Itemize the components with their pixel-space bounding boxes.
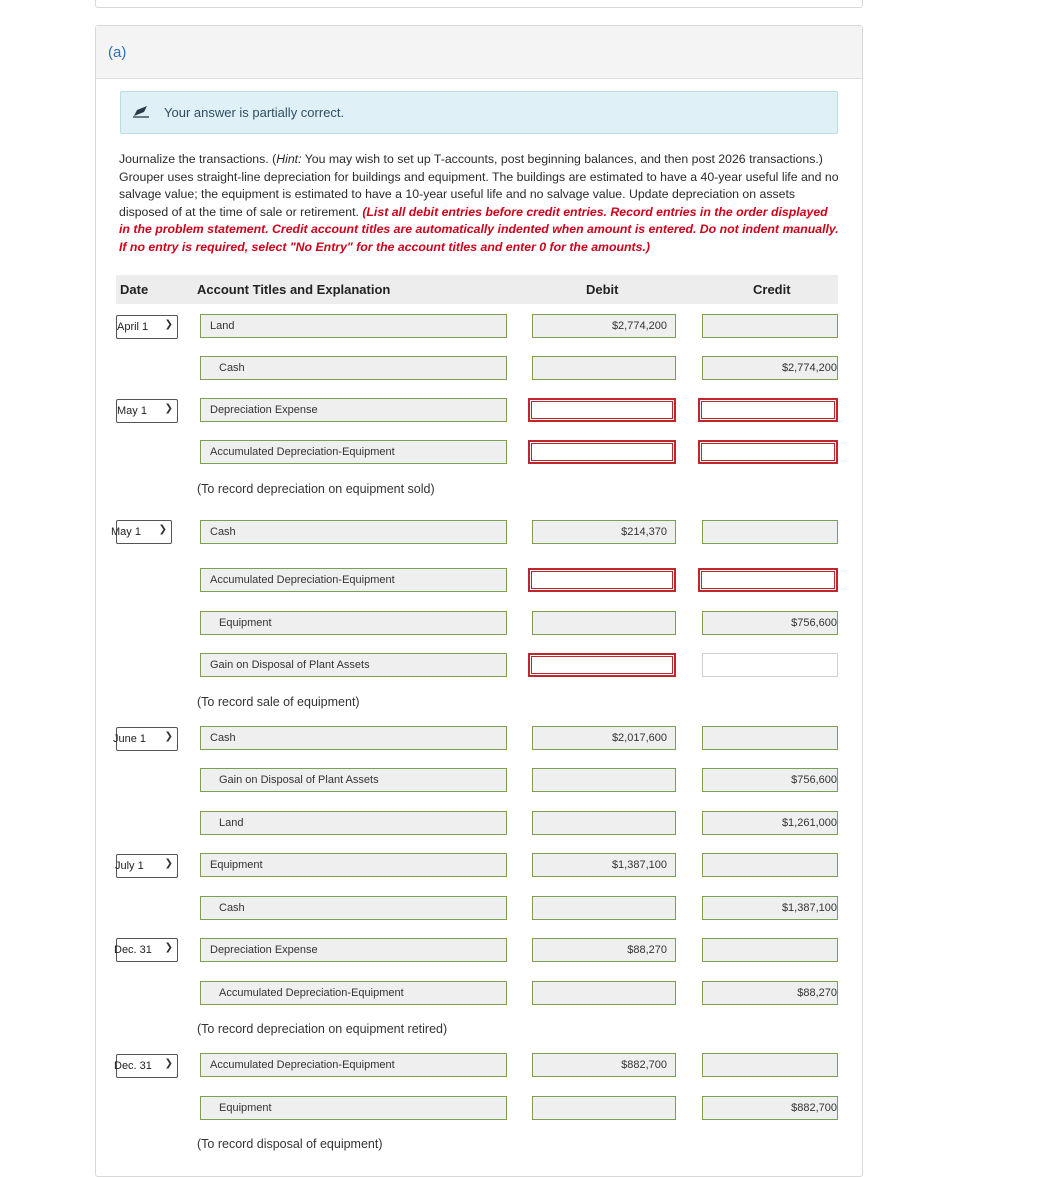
account-title-input[interactable]: Accumulated Depreciation-Equipment: [200, 1053, 507, 1077]
date-value: May 1: [111, 526, 141, 538]
account-title-input[interactable]: Cash: [200, 726, 507, 750]
debit-input[interactable]: $88,270: [532, 938, 676, 962]
account-title-input[interactable]: Land: [200, 811, 507, 835]
account-title-input[interactable]: Equipment: [200, 853, 507, 877]
date-select[interactable]: [111, 520, 172, 544]
credit-input[interactable]: [702, 653, 838, 677]
account-title-input[interactable]: Gain on Disposal of Plant Assets: [200, 768, 507, 792]
chevron-down-icon: ❯: [164, 1058, 173, 1069]
credit-input[interactable]: $756,600: [702, 768, 838, 792]
header-credit: Credit: [753, 282, 791, 297]
debit-input[interactable]: [528, 568, 676, 592]
date-value: May 1: [117, 405, 147, 417]
date-select[interactable]: [113, 727, 178, 751]
credit-input[interactable]: $1,261,000: [702, 811, 838, 835]
chevron-down-icon: ❯: [158, 524, 167, 535]
chevron-down-icon: ❯: [164, 403, 173, 414]
account-title-input[interactable]: Depreciation Expense: [200, 938, 507, 962]
part-label: (a): [108, 44, 127, 61]
debit-input[interactable]: [532, 981, 676, 1005]
credit-input[interactable]: $882,700: [702, 1096, 838, 1120]
account-title-input[interactable]: Accumulated Depreciation-Equipment: [200, 440, 507, 464]
credit-input[interactable]: [702, 853, 838, 877]
debit-input[interactable]: $2,774,200: [532, 314, 676, 338]
chevron-down-icon: ❯: [164, 731, 173, 742]
account-title-input[interactable]: Depreciation Expense: [200, 398, 507, 422]
debit-input[interactable]: [532, 1096, 676, 1120]
account-title-input[interactable]: Equipment: [200, 611, 507, 635]
credit-input[interactable]: $1,387,100: [702, 896, 838, 920]
credit-input[interactable]: [702, 938, 838, 962]
date-value: June 1: [113, 733, 147, 745]
date-select[interactable]: [116, 399, 178, 423]
instructions-text-2: You may wish to set up T-accounts, post beginning balances, and then post 2026 transactions.) Grouper uses straight-line depreciation for buildings and equipment. The buildings are estimated to have a 40-year useful life and no salvage value; the equipment is estimated to have a 10-year useful life and no salvage value. Update depreciation on assets disposed of at the time of sale or retirement.: [119, 152, 839, 219]
instructions-red-note: (List all debit entries before credit entries. Record entries in the order displayed in the problem statement. Credit account titles are automatically indented when amount is entered. Do not indent manually. If no entry is required, select "No Entry" for the account titles and enter 0 for the amounts.): [119, 204, 839, 254]
credit-input[interactable]: $88,270: [702, 981, 838, 1005]
entry-explanation: (To record depreciation on equipment sold): [197, 482, 435, 496]
debit-input[interactable]: [532, 811, 676, 835]
date-value: Dec. 31: [114, 944, 152, 956]
entry-explanation: (To record depreciation on equipment retired): [197, 1022, 448, 1036]
header-account: Account Titles and Explanation: [197, 282, 391, 297]
debit-input[interactable]: [528, 653, 676, 677]
account-title-input[interactable]: Accumulated Depreciation-Equipment: [200, 568, 507, 592]
chevron-down-icon: ❯: [164, 942, 173, 953]
date-value: July 1: [115, 860, 144, 872]
debit-input[interactable]: [532, 611, 676, 635]
debit-input[interactable]: [532, 356, 676, 380]
account-title-input[interactable]: Land: [200, 314, 507, 338]
account-title-input[interactable]: Equipment: [200, 1096, 507, 1120]
credit-input[interactable]: [698, 568, 838, 592]
instructions-text-1: Journalize the transactions. (: [119, 152, 277, 166]
debit-input[interactable]: [532, 768, 676, 792]
credit-input[interactable]: [702, 520, 838, 544]
date-select[interactable]: [116, 1054, 178, 1078]
debit-input[interactable]: $1,387,100: [532, 853, 676, 877]
debit-input[interactable]: [528, 398, 676, 422]
credit-input[interactable]: [702, 726, 838, 750]
journal-table-header: [116, 275, 838, 304]
debit-input[interactable]: $2,017,600: [532, 726, 676, 750]
header-date: Date: [120, 282, 149, 297]
credit-input[interactable]: $2,774,200: [702, 356, 838, 380]
date-select[interactable]: [116, 315, 178, 339]
account-title-input[interactable]: Accumulated Depreciation-Equipment: [200, 981, 507, 1005]
answer-status-alert: [120, 91, 838, 134]
debit-input[interactable]: $882,700: [532, 1053, 676, 1077]
account-title-input[interactable]: Gain on Disposal of Plant Assets: [200, 653, 507, 677]
date-value: April 1: [117, 321, 149, 333]
credit-input[interactable]: [702, 1053, 838, 1077]
credit-input[interactable]: [702, 314, 838, 338]
pencil-icon: [132, 104, 150, 118]
credit-input[interactable]: [698, 440, 838, 464]
account-title-input[interactable]: Cash: [200, 356, 507, 380]
date-select[interactable]: [116, 854, 178, 878]
header-debit: Debit: [586, 282, 619, 297]
account-title-input[interactable]: Cash: [200, 520, 507, 544]
chevron-down-icon: ❯: [164, 858, 173, 869]
entry-explanation: (To record sale of equipment): [197, 695, 360, 709]
entry-explanation: (To record disposal of equipment): [197, 1137, 383, 1151]
instructions: [119, 151, 839, 257]
debit-input[interactable]: $214,370: [532, 520, 676, 544]
account-title-input[interactable]: Cash: [200, 896, 507, 920]
hint-label: Hint:: [276, 152, 302, 166]
debit-input[interactable]: [532, 896, 676, 920]
part-header: [96, 26, 862, 79]
previous-part-card: [95, 0, 863, 8]
chevron-down-icon: ❯: [164, 319, 173, 330]
credit-input[interactable]: $756,600: [702, 611, 838, 635]
alert-text: Your answer is partially correct.: [164, 105, 345, 120]
debit-input[interactable]: [528, 440, 676, 464]
credit-input[interactable]: [698, 398, 838, 422]
date-select[interactable]: [116, 938, 178, 962]
date-value: Dec. 31: [114, 1060, 152, 1072]
